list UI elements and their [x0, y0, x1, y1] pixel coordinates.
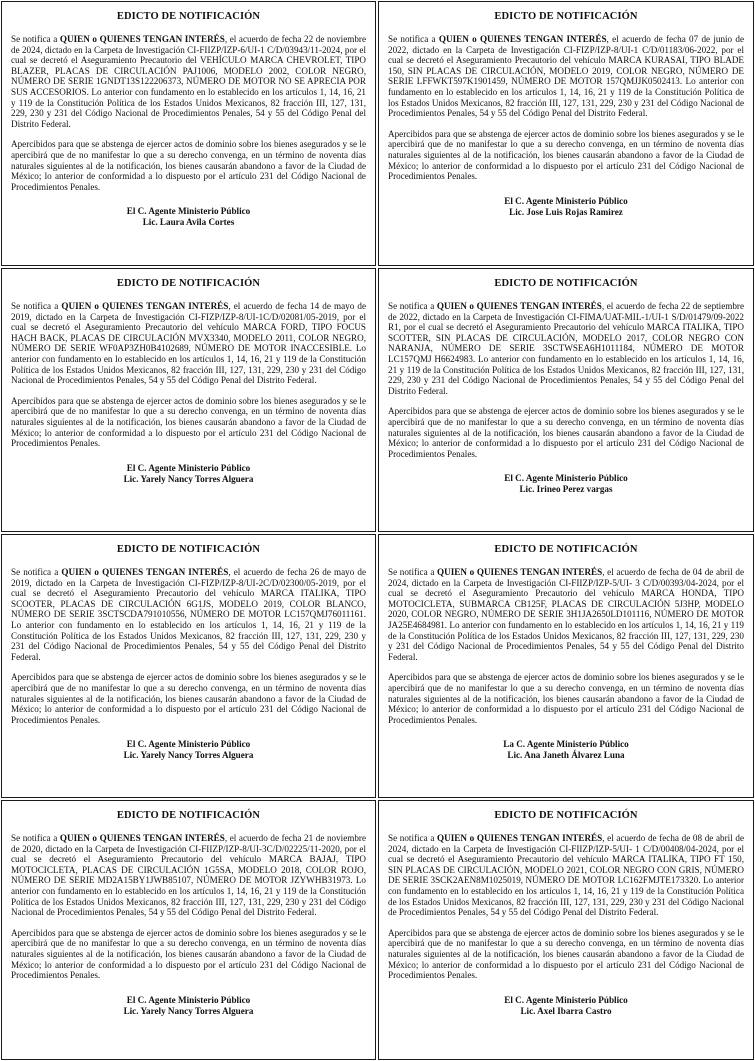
notice-title: EDICTO DE NOTIFICACIÓN — [116, 11, 261, 22]
notice-recipient: QUIEN o QUIENES TENGAN INTERÉS — [61, 301, 229, 311]
notice-card — [378, 268, 754, 532]
notice-recipient: QUIEN o QUIENES TENGAN INTERÉS — [61, 567, 229, 577]
notice-lead: Se notifica a — [11, 833, 60, 843]
notice-title: EDICTO DE NOTIFICACIÓN — [494, 544, 638, 555]
notice-warning: Apercibidos para que se abstenga de ejercer actos de dominio sobre los bienes asegurados y se le apercibirá que de no manifestar lo que a su derecho convenga, en un término de noventa días naturales siguientes al de la notificación, los bienes causarán abandono a favor de la Ciudad de México; lo anterior de conformidad a lo dispuesto por el artículo 231 del Código Nacional de Procedimientos Penales. — [388, 406, 744, 459]
notice-recipient: QUIEN o QUIENES TENGAN INTERÉS — [436, 301, 602, 311]
signer-role: El C. Agente Ministerio Público — [126, 739, 251, 750]
notice-recipient: QUIEN o QUIENES TENGAN INTERÉS — [437, 567, 603, 577]
signer-role: El C. Agente Ministerio Público — [126, 206, 251, 217]
signer-name: Lic. Laura Avila Cortes — [142, 217, 235, 228]
notice-warning: Apercibidos para que se abstenga de ejercer actos de dominio sobre los bienes asegurados y se le apercibirá que de no manifestar lo que a su derecho convenga, en un término de noventa días naturales siguientes al de la notificación, los bienes causarán abandono a favor de la Ciudad de México; lo anterior de conformidad a lo dispuesto por el artículo 231 del Código Nacional de Procedimientos Penales. — [388, 128, 744, 182]
signer-name: Lic. Irineo Perez vargas — [519, 484, 613, 495]
signer-role: El C. Agente Ministerio Público — [504, 195, 628, 206]
notice-body-paragraph — [388, 34, 744, 119]
notice-title: EDICTO DE NOTIFICACIÓN — [494, 810, 638, 821]
signer-name: Lic. Yarely Nancy Torres Alguera — [123, 473, 254, 484]
notice-title: EDICTO DE NOTIFICACIÓN — [116, 810, 261, 821]
signer-role: El C. Agente Ministerio Público — [126, 462, 251, 473]
notice-recipient: QUIEN o QUIENES TENGAN INTERÉS — [59, 34, 225, 44]
notice-lead: Se notifica a — [11, 301, 62, 311]
signer-role: El C. Agente Ministerio Público — [504, 994, 628, 1005]
notice-signature — [388, 995, 744, 1017]
notice-card — [1, 1, 376, 266]
notice-card — [378, 1, 754, 266]
notice-body-paragraph — [11, 567, 366, 662]
notice-card — [378, 534, 754, 798]
notice-warning: Apercibidos para que se abstenga de ejercer actos de dominio sobre los bienes asegurados y se le apercibirá que de no manifestar lo que a su derecho convenga, en un término de noventa días naturales siguientes al de la notificación, los bienes causarán abandono a favor de la Ciudad de México; lo anterior de conformidad a lo dispuesto por el artículo 231 del Código Nacional de Procedimientos Penales. — [11, 672, 366, 725]
signer-name: Lic. Yarely Nancy Torres Alguera — [123, 1005, 254, 1016]
notice-body: , el acuerdo de fecha de 08 de abril de 2024, dictado en la Carpeta de Investigación CI-FIIZP/IZP-5/UI- 1 C/D/00408/04-2024, por el cual se decretó el Aseguramiento Precautorio del vehículo MARCA ITALIKA, TIPO FT 150, SIN PLACAS DE CIRCULACIÓN, MODELO 2021, COLOR NEGRO CON GRIS, NÚMERO DE SERIE 3SCK2AEN8M1025019, NÚMERO DE MOTOR LC162FMJTE173320. Lo anterior con fundamento en lo establecido en los artículos 1, 14, 16, 21 y 119 de la Constitución Política de los Estados Unidos Mexicanos, 82 fracción III, 127, 131, 229, 230 y 231 del Código Nacional de Procedimientos Penales, 54 y 55 del Código Penal del Distrito Federal. — [388, 833, 744, 918]
notice-title: EDICTO DE NOTIFICACIÓN — [116, 544, 261, 555]
signer-name: Lic. Axel Ibarra Castro — [520, 1005, 612, 1016]
notice-body: , el acuerdo de fecha 26 de mayo de 2019, dictado en la Carpeta de Investigación CI-FIZP/IZP-8/UI-2C/D/02300/05-2019, por el cual se decretó el Aseguramiento Precautorio del vehículo MARCA ITALIKA, TIPO SCOOTER, PLACAS DE CIRCULACIÓN 6G1JS, MODELO 2019, COLOR BLANCO, NÚMERO DE SERIE 3SCTSCDA791010556, NÚMERO DE MOTOR LC157QMJ76011161. Lo anterior con fundamento en lo establecido en los artículos 1, 14, 16, 21 y 119 de la Constitución Política de los Estados Unidos Mexicanos, 82 fracción III, 127, 131, 229, 230 y 231 del Código Nacional de Procedimientos Penales, 54 y 55 del Código Penal del Distrito Federal. — [11, 567, 366, 662]
notice-body-paragraph — [11, 34, 366, 129]
notice-warning: Apercibidos para que se abstenga de ejercer actos de dominio sobre los bienes asegurados y se le apercibirá que de no manifestar lo que a su derecho convenga, en un término de noventa días naturales siguientes al de la notificación, los bienes causarán abandono a favor de la Ciudad de México; lo anterior de conformidad a lo dispuesto por el artículo 231 del Código Nacional de Procedimientos Penales. — [11, 927, 366, 981]
notice-card — [378, 800, 754, 1060]
notice-signature — [11, 739, 366, 761]
notice-signature — [11, 206, 366, 228]
notice-lead: Se notifica a — [388, 833, 438, 843]
notice-lead: Se notifica a — [11, 34, 60, 44]
notice-card — [1, 534, 376, 798]
notice-card — [1, 800, 376, 1060]
notice-body: , el acuerdo de fecha 22 de septiembre de 2022, dictado en la Carpeta de Investigación CI-FIMA/UAT-MIL-1/UI-1 S/D/01479/09-2022 R1, por el cual se decretó el Aseguramiento Precautorio del vehículo MARCA ITALIKA, TIPO SCOTTER, SIN PLACAS DE CIRCULACIÓN, MODELO 2017, COLOR NEGRO CON NARANJA, NÚMERO DE SERIE 3SCTWSEA6H1011184, NÚMERO DE MOTOR LC157QMJ H6624983. Lo anterior con fundamento en lo establecido en los artículos 1, 14, 16, 21 y 119 de la Constitución Política de los Estados Unidos Mexicanos, 82 fracción III, 127, 131, 229, 230 y 231 del Código Nacional de Procedimientos Penales, 54 y 55 del Código Penal del Distrito Federal. — [388, 301, 745, 396]
signer-role: La C. Agente Ministerio Público — [503, 739, 629, 750]
signer-name: Lic. Ana Janeth Álvarez Luna — [507, 750, 625, 761]
notice-body: , el acuerdo de fecha de 04 de abril de 2024, dictado en la Carpeta de Investigación CI-FIIZP/IZP-5/UI- 3 C/D/00393/04-2024, por el cual se decretó el Aseguramiento Precautorio del vehículo MARCA HONDA, TIPO MOTOCICLETA, SUBMARCA CB125F, PLACAS DE CIRCULACIÓN 5J3HP, MODELO 2020, COLOR NEGRO, NÚMERO DE SERIE 3H1JA2650LD101116, NÚMERO DE MOTOR JA25E4684981. Lo anterior con fundamento en lo establecido en los artículos 1, 14, 16, 21 y 119 de la Constitución Política de los Estados Unidos Mexicanos, 82 fracción III, 127, 131, 229, 230 y 231 del Código Nacional de Procedimientos Penales, 54 y 55 del Código Penal del Distrito Federal. — [388, 567, 744, 662]
notice-signature — [388, 473, 744, 495]
notice-body: , el acuerdo de fecha 14 de mayo de 2019, dictado en la Carpeta de Investigación CI-FIZP/IZP-8/UI-1C/D/02081/05-2019, por el cual se decretó el Aseguramiento Precautorio del vehículo MARCA FORD, TIPO FOCUS HACH BACK, PLACAS DE CIRCULACIÓN MVX3340, MODELO 2011, COLOR NEGRO, NÚMERO DE SERIE WF0AP3ZH0B4102689, NÚMERO DE MOTOR INACCESIBLE. Lo anterior con fundamento en lo establecido en los artículos 1, 14, 16, 21 y 119 de la Constitución Política de los Estados Unidos Mexicanos, 82 fracción III, 127, 131, 229, 230 y 231 del Código Nacional de Procedimientos Penales, 54 y 55 del Código Penal del Distrito Federal. — [11, 301, 366, 386]
notice-title: EDICTO DE NOTIFICACIÓN — [494, 278, 638, 289]
signer-role: El C. Agente Ministerio Público — [126, 994, 251, 1005]
notice-body-paragraph — [388, 833, 744, 918]
notice-lead: Se notifica a — [388, 301, 437, 311]
notice-body: , el acuerdo de fecha 07 de junio de 2022, dictado en la Carpeta de Investigación CI-FIZP/IZP-8/UI-1 C/D/01183/06-2022, por el cual se decretó el Aseguramiento Precautorio del vehículo MARCA KURASAI, TIPO BLADE 150, SIN PLACAS DE CIRCULACIÓN, MODELO 2019, COLOR NEGRO, NÚMERO DE SERIE LFFWKT597K1901459, NÚMERO DE MOTOR 157QMJJK0502413. Lo anterior con fundamento en lo establecido en los artículos 1, 14, 16, 21 y 119 de la Constitución Política de los Estados Unidos Mexicanos, 82 fracción III, 127, 131, 229, 230 y 231 del Código Nacional de Procedimientos Penales, 54 y 55 del Código Penal del Distrito Federal. — [388, 34, 745, 119]
notice-warning: Apercibidos para que se abstenga de ejercer actos de dominio sobre los bienes asegurados y se le apercibirá que de no manifestar lo que a su derecho convenga, en un término de noventa días naturales siguientes al de la notificación, los bienes causarán abandono a favor de la Ciudad de México; lo anterior de conformidad a lo dispuesto por el artículo 231 del Código Nacional de Procedimientos Penales. — [11, 395, 366, 449]
signer-name: Lic. Jose Luis Rojas Ramirez — [509, 206, 623, 217]
notice-title: EDICTO DE NOTIFICACIÓN — [116, 278, 261, 289]
notice-warning: Apercibidos para que se abstenga de ejercer actos de dominio sobre los bienes asegurados y se le apercibirá que de no manifestar lo que a su derecho convenga, en un término de noventa días naturales siguientes al de la notificación, los bienes causarán abandono a favor de la Ciudad de México; lo anterior de conformidad a lo dispuesto por el artículo 231 del Código Nacional de Procedimientos Penales. — [11, 139, 366, 192]
notice-body-paragraph — [388, 567, 744, 662]
notice-body-paragraph — [388, 301, 744, 396]
notice-recipient: QUIEN o QUIENES TENGAN INTERÉS — [438, 34, 607, 44]
notice-body: , el acuerdo de fecha 22 de noviembre de 2024, dictado en la Carpeta de Investigación CI-FIIZP/IZP-6/UI-1 C/D/03943/11-2024, por el cual se decretó el Aseguramiento Precautorio del VEHÍCULO MARCA CHEVROLET, TIPO BLAZER, PLACAS DE CIRCULACIÓN PAJ1006, MODELO 2002, COLOR NEGRO, NÚMERO DE SERIE 1GNDT13S122206373, NÚMERO DE MOTOR NO SE APRECIA POR SUS ACCESORIOS. Lo anterior con fundamento en lo establecido en los artículos 1, 14, 16, 21 y 119 de la Constitución Política de los Estados Unidos Mexicanos, 82 fracción III, 127, 131, 229, 230 y 231 del Código Nacional de Procedimientos Penales, 54 y 55 del Código Penal del Distrito Federal. — [11, 34, 366, 129]
notice-card — [1, 268, 376, 532]
notice-signature — [388, 739, 744, 761]
notice-body-paragraph — [11, 301, 366, 386]
notice-lead: Se notifica a — [11, 567, 62, 577]
signer-role: El C. Agente Ministerio Público — [504, 473, 628, 484]
notice-recipient: QUIEN o QUIENES TENGAN INTERÉS — [59, 833, 225, 843]
notice-lead: Se notifica a — [388, 567, 438, 577]
notice-warning: Apercibidos para que se abstenga de ejercer actos de dominio sobre los bienes asegurados y se le apercibirá que de no manifestar lo que a su derecho convenga, en un término de noventa días naturales siguientes al de la notificación, los bienes causarán abandono a favor de la Ciudad de México; lo anterior de conformidad a lo dispuesto por el artículo 231 del Código Nacional de Procedimientos Penales. — [388, 927, 744, 981]
signer-name: Lic. Yarely Nancy Torres Alguera — [123, 750, 254, 761]
notice-lead: Se notifica a — [388, 34, 439, 44]
notice-warning: Apercibidos para que se abstenga de ejercer actos de dominio sobre los bienes asegurados y se le apercibirá que de no manifestar lo que a su derecho convenga, en un término de noventa días naturales siguientes al de la notificación, los bienes causarán abandono a favor de la Ciudad de México; lo anterior de conformidad a lo dispuesto por el artículo 231 del Código Nacional de Procedimientos Penales. — [388, 672, 744, 725]
notice-body: , el acuerdo de fecha 21 de noviembre de 2020, dictado en la Carpeta de Investigación CI-FIIZP/IZP-8/UI-3C/D/02225/11-2020, por el cual se decretó el Aseguramiento Precautorio del vehículo MARCA BAJAJ, TIPO MOTOCICLETA, PLACAS DE CIRCULACIÓN 1G5SA, MODELO 2018, COLOR ROJO, NÚMERO DE SERIE MD2A15BY1JWB85107, NÚMERO DE MOTOR JZYWHB31973. Lo anterior con fundamento en lo establecido en los artículos 1, 14, 16, 21 y 119 de la Constitución Política de los Estados Unidos Mexicanos, 82 fracción III, 127, 131, 229, 230 y 231 del Código Nacional de Procedimientos Penales, 54 y 55 del Código Penal del Distrito Federal. — [11, 833, 366, 918]
notice-body-paragraph — [11, 833, 366, 918]
notice-title: EDICTO DE NOTIFICACIÓN — [494, 11, 638, 22]
notice-recipient: QUIEN o QUIENES TENGAN INTERÉS — [437, 833, 603, 843]
notice-signature — [11, 463, 366, 485]
notice-signature — [11, 995, 366, 1017]
notice-signature — [388, 196, 744, 218]
